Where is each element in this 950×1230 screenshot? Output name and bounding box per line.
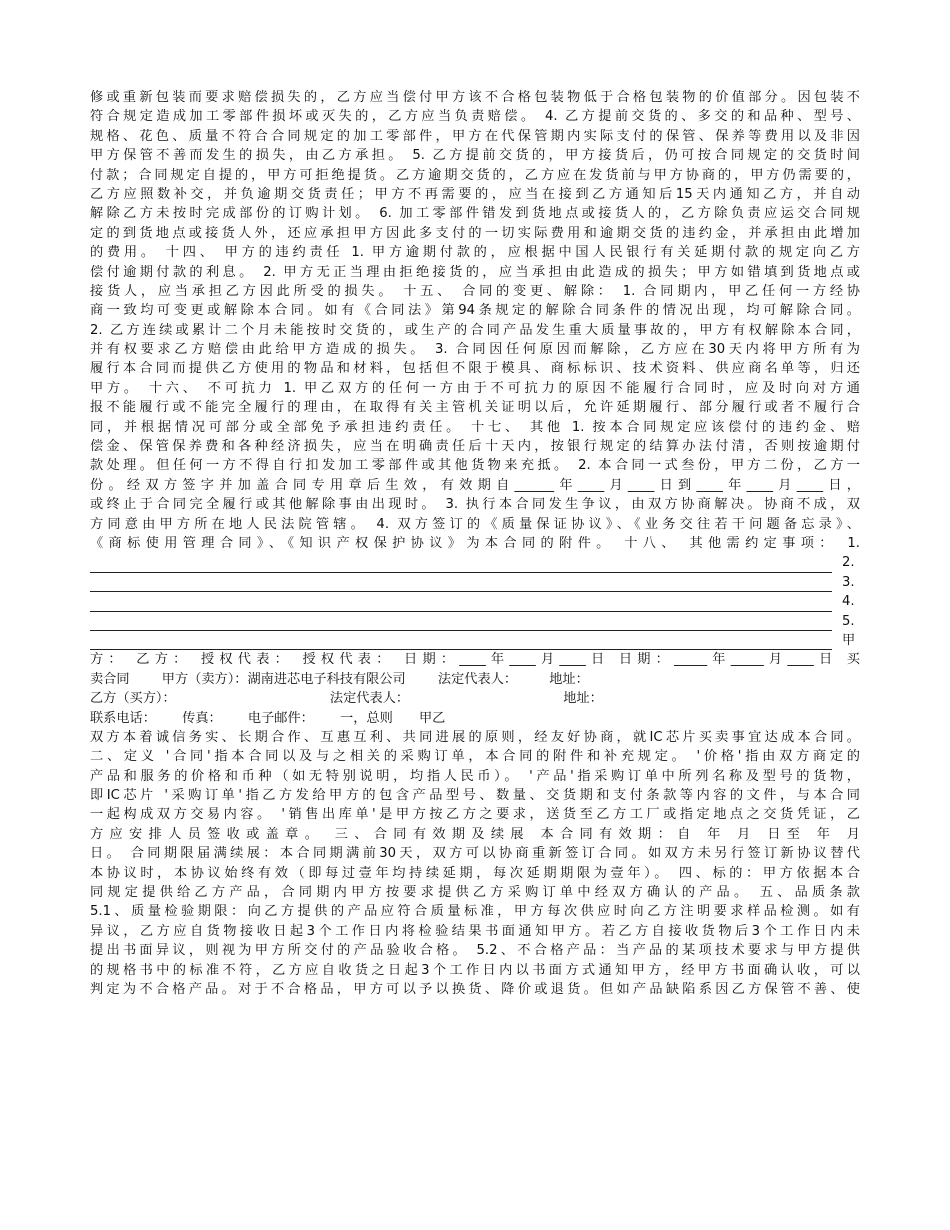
fill-line-row (90, 573, 860, 592)
text-line: 款处理。但任何一方不得自行扣发加工零部件或其他货物来充抵。 2. 本合同一式叁份，甲方二份，乙方一 (90, 458, 860, 474)
fill-line-row (90, 612, 860, 631)
blank-fill-line (90, 555, 832, 573)
contract-body-bottom (90, 728, 860, 999)
text-line: 异议，乙方应自货物接收日起3个工作日内将检验结果书面通知甲方。若乙方自接收货物后3个工作日内未 (90, 923, 860, 939)
contract-page (90, 88, 860, 999)
text-line: 判定为不合格产品。对于不合格品，甲方可以予以换货、降价或退货。但如产品缺陷系因乙方保管不善、使 (90, 981, 860, 997)
text-line: 履行本合同而提供乙方使用的物品和材料，包括但不限于模具、商标标识、技术资料、供应商名单等，归还 (90, 361, 860, 377)
text-line: 一起构成双方交易内容。 '销售出库单'是甲方按乙方之要求，送货至乙方工厂或指定地点之交货凭证，乙 (90, 807, 860, 823)
fill-line-row (90, 592, 860, 611)
blank-fill-line (90, 594, 832, 612)
text-line: 方同意由甲方所在地人民法院管辖。 4. 双方签订的《质量保证协议》、《业务交往若干问题备忘录》、 (90, 516, 860, 532)
text-line: 修或重新包装而要求赔偿损失的，乙方应当偿付甲方该不合格包装物低于合格包装物的价值部分。因包装不 (90, 90, 860, 105)
item-number: 4. (842, 594, 855, 610)
signature-block (90, 650, 860, 728)
contract-body-top (90, 88, 860, 553)
text-line: 即IC芯片 '采购订单'指乙方发给甲方的包含产品型号、数量、交货期和支付条款等内容的文件，与本合同 (90, 788, 860, 804)
text-line: 《商标使用管理合同》、《知识产权保护协议》为本合同的附件。 十八、 其他需约定事项： 1. (90, 535, 860, 551)
text-line: 份。经双方签字并加盖合同专用章后生效，有效期自______年____月____日到____年____月____日， (90, 477, 860, 493)
text-line: 乙方应照数补交，并负逾期交货责任；甲方不再需要的，应当在接到乙方通知后15天内通知乙方，并自动 (90, 186, 860, 202)
text-line: 2. 乙方连续或累计二个月未能按时交货的，或生产的合同产品发生重大质量事故的，甲方有权解除本合同， (90, 322, 860, 338)
text-line: 甲方。 十六、 不可抗力 1. 甲乙双方的任何一方由于不可抗力的原因不能履行合同时，应及时向对方通 (90, 380, 860, 396)
text-line: 商一致均可变更或解除本合同。如有《合同法》第94条规定的解除合同条件的情况出现，均可解除合同。 (90, 303, 860, 319)
text-line: 付款；合同规定自提的，甲方可拒绝提货。乙方逾期交货的，乙方应在发货前与甲方协商的，甲方仍需要的， (90, 167, 860, 183)
fill-line-row (90, 553, 860, 572)
text-line: 方应安排人员签收或盖章。 三、合同有效期及续展 本合同有效期：自 年 月 日至 年 月 (90, 826, 860, 842)
blank-fill-line (90, 632, 832, 650)
text-line: 日。 合同期限届满续展：本合同期满前30天，双方可以协商重新签订合同。如双方未另行签订新协议替代 (90, 846, 860, 862)
blank-fill-line (90, 574, 832, 592)
text-line: 的规格书中的标准不符，乙方应自收货之日起3个工作日内以书面方式通知甲方，经甲方书面确认收，可以 (90, 962, 860, 978)
text-line: 或终止于合同完全履行或其他解除事由出现时。 3. 执行本合同发生争议，由双方协商解决。协商不成，双 (90, 497, 860, 513)
text-line: 符合规定造成加工零部件损坏或灭失的，乙方应当负责赔偿。 4. 乙方提前交货的、多交的和品种、型号、 (90, 109, 860, 125)
seller-line: 卖合同 甲方（卖方）：湖南进芯电子科技有限公司 法定代表人： 地址： (90, 671, 589, 687)
text-line: 本协议时，本协议始终有效（即每过壹年均持续延期，每次延期期限为壹年）。 四、标的：甲方依据本合 (90, 865, 860, 881)
blank-fill-line (90, 613, 832, 631)
text-line: 产品和服务的价格和币种（如无特别说明，均指人民币）。 '产品'指采购订单中所列名称及型号的货物， (90, 768, 860, 784)
text-line: 同规定提供给乙方产品，合同期内甲方按要求提供乙方采购订单中经双方确认的产品。 五、品质条款 (90, 885, 860, 901)
item-number: 5. (842, 613, 855, 629)
text-line: 偿金、保管保养费和各种经济损失，应当在明确责任后十天内，按银行规定的结算办法付清，否则按逾期付 (90, 439, 860, 455)
text-line: 规格、花色、质量不符合合同规定的加工零部件，甲方在代保管期内实际支付的保管、保养等费用以及非因 (90, 128, 860, 144)
item-number: 2. (842, 555, 855, 571)
signature-line: 方： 乙方： 授权代表： 授权代表： 日期：____年____月____日 日期：_____年_____月____日 买 (90, 652, 860, 668)
item-number: 甲 (842, 632, 856, 648)
text-line: 解除乙方未按时完成部份的订购计划。 6. 加工零部件错发到货地点或接货人的，乙方除负责应运交合同规 (90, 206, 860, 222)
item-number: 3. (842, 574, 855, 590)
text-line: 并有权要求乙方赔偿由此给甲方造成的损失。 3. 合同因任何原因而解除，乙方应在30天内将甲方所有为 (90, 342, 860, 358)
contact-line: 联系电话： 传真： 电子邮件： 一，总则 甲乙 (90, 710, 446, 726)
text-line: 提出书面异议，则视为甲方所交付的产品验收合格。 5.2、不合格产品：当产品的某项技术要求与甲方提供 (90, 943, 860, 959)
text-line: 双方本着诚信务实、长期合作、互惠互利、共同进展的原则，经友好协商，就IC芯片买卖事宜达成本合同。 (90, 729, 860, 745)
fill-line-row (90, 631, 860, 650)
text-line: 报不能履行或不能完全履行的理由，在取得有关主管机关证明以后，允许延期履行、部分履行或者不履行合 (90, 400, 860, 416)
text-line: 甲方保管不善而发生的损失，由乙方承担。 5. 乙方提前交货的，甲方接货后，仍可按合同规定的交货时间 (90, 148, 860, 164)
text-line: 二、定义 '合同'指本合同以及与之相关的采购订单，本合同的附件和补充规定。 '价格'指由双方商定的 (90, 749, 860, 765)
text-line: 偿付逾期付款的利息。 2. 甲方无正当理由拒绝接货的，应当承担由此造成的损失；甲方如错填到货地点或 (90, 264, 860, 280)
text-line: 5.1、质量检验期限：向乙方提供的产品应符合质量标准，甲方每次供应时向乙方注明要求样品检测。如有 (90, 904, 860, 920)
text-line: 的费用。 十四、 甲方的违约责任 1. 甲方逾期付款的，应根据中国人民银行有关延期付款的规定向乙方 (90, 245, 860, 261)
text-line: 定的到货地点或接货人外，还应承担甲方因此多支付的一切实际费用和逾期交货的违约金，并承担由此增加 (90, 225, 860, 241)
fill-in-lines (90, 553, 860, 650)
text-line: 接货人，应当承担乙方因此所受的损失。 十五、 合同的变更、解除： 1. 合同期内，甲乙任何一方经协 (90, 283, 860, 299)
text-line: 同，并根据情况可部分或全部免予承担违约责任。 十七、 其他 1. 按本合同规定应该偿付的违约金、赔 (90, 419, 860, 435)
buyer-line: 乙方（买方）： 法定代表人： 地址： (90, 691, 603, 707)
